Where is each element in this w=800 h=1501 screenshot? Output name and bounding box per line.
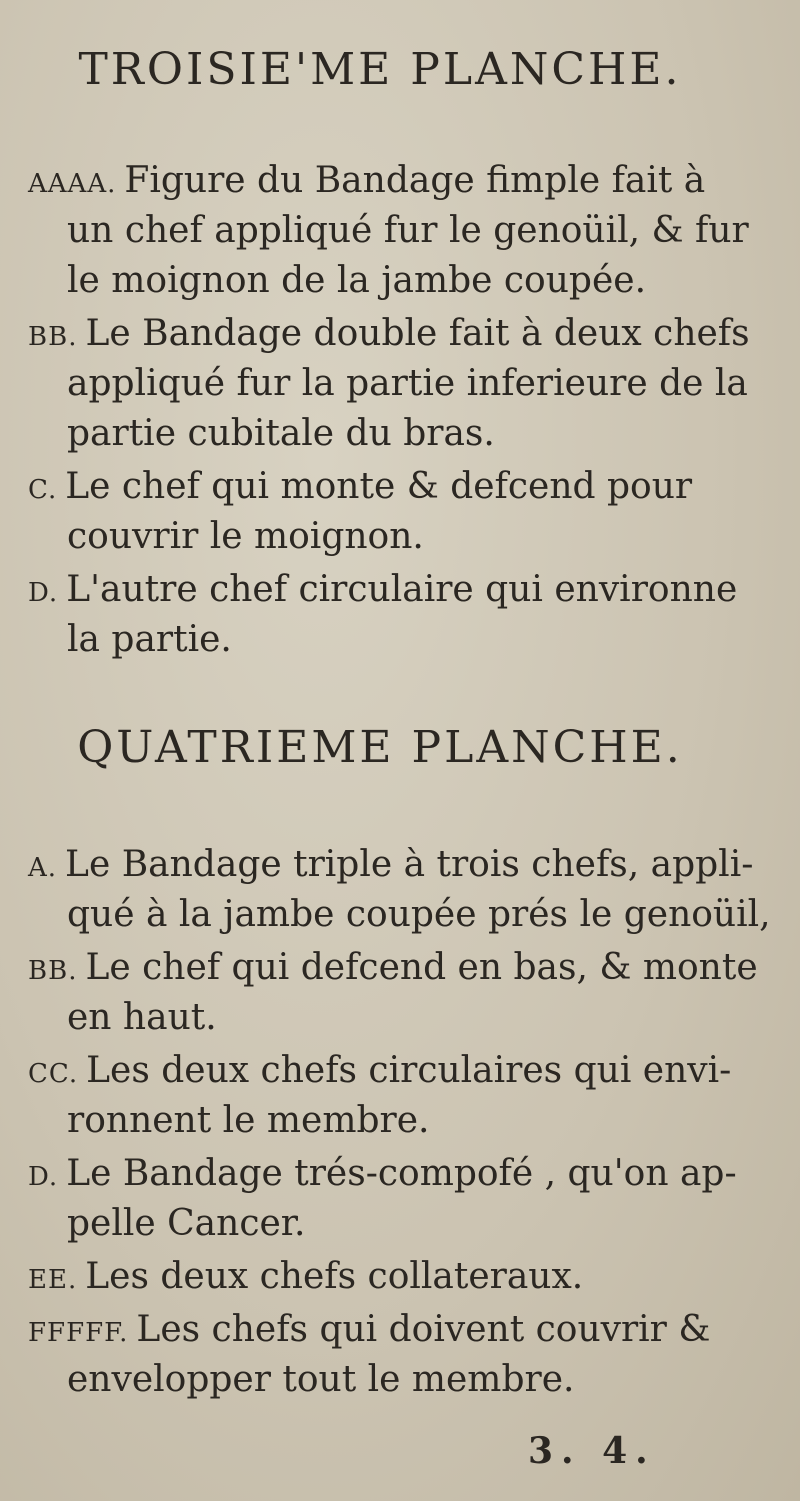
entry-line: L'autre chef circulaire qui environne [66, 569, 738, 610]
entry-key: CC. [28, 1059, 79, 1089]
entry-line: Le Bandage trés-compofé , qu'on ap- [66, 1153, 737, 1194]
entry-line: le moignon de la jambe coupée. [67, 260, 647, 301]
entry-key: D. [28, 578, 59, 608]
entry-line: couvrir le moignon. [67, 516, 424, 557]
entry-line: Le Bandage double fait à deux chefs [85, 313, 750, 354]
entry-line: Les deux chefs collateraux. [85, 1256, 584, 1297]
entry-line: qué à la jambe coupée prés le genoüil, [67, 894, 771, 935]
entry-line: un chef appliqué fur le genoüil, & fur [67, 210, 749, 251]
plate-4-title: QUATRIEME PLANCHE. [77, 722, 683, 773]
entry-line: en haut. [67, 997, 217, 1038]
page-number: 3. 4. [528, 1430, 656, 1472]
entry-line: Le chef qui monte & defcend pour [65, 466, 693, 507]
entry-line: Le Bandage triple à trois chefs, appli- [65, 844, 754, 885]
entry-key: D. [28, 1162, 59, 1192]
entry-line: Le chef qui defcend en bas, & monte [85, 947, 758, 988]
entry-line: Les deux chefs circulaires qui envi- [86, 1050, 732, 1091]
entry-key: A. [28, 853, 58, 883]
entry-line: envelopper tout le membre. [67, 1359, 575, 1400]
entry-line: la partie. [67, 619, 232, 660]
entry-key: FFFFF. [28, 1318, 129, 1348]
entry-line: Figure du Bandage fimple fait à [124, 160, 706, 201]
entry-key: BB. [28, 322, 78, 352]
entry-line: pelle Cancer. [67, 1203, 306, 1244]
entry-key: C. [28, 475, 58, 505]
entry-line: partie cubitale du bras. [67, 413, 495, 454]
entry-key: BB. [28, 956, 78, 986]
entry-key: AAAA. [28, 169, 117, 199]
entry-line: ronnent le membre. [67, 1100, 430, 1141]
entry-line: appliqué fur la partie inferieure de la [67, 363, 748, 404]
entry-key: EE. [28, 1265, 78, 1295]
plate-3-title: TROISIE'ME PLANCHE. [78, 44, 682, 95]
entry-line: Les chefs qui doivent couvrir & [136, 1309, 711, 1350]
